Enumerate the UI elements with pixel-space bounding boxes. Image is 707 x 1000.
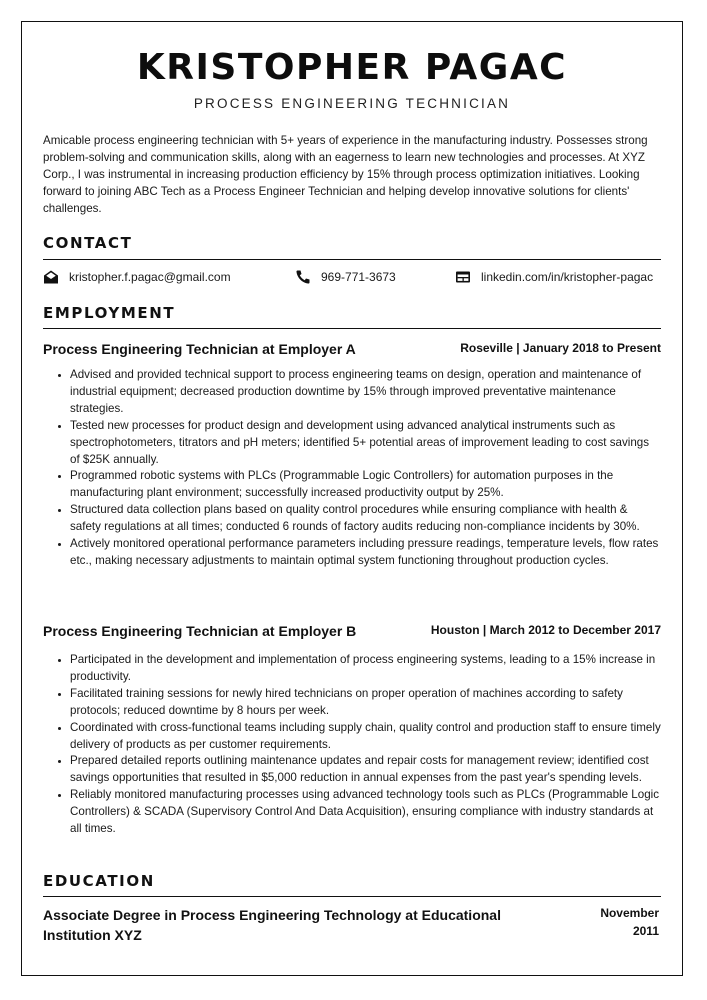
job-bullets xyxy=(43,367,661,570)
job-bullet: • Actively monitored operational performance parameters including pressure readings, temperature levels, flow rates etc., making necessary adjustments to maintain optimal system functioning throughout production cycles. xyxy=(70,536,661,570)
education-date: November 2011 xyxy=(600,906,659,938)
resume-page xyxy=(21,21,683,976)
phone-text: 969-771-3673 xyxy=(321,270,396,284)
contact-phone[interactable] xyxy=(295,268,396,286)
candidate-title: PROCESS ENGINEERING TECHNICIAN xyxy=(193,96,511,111)
education-heading: EDUCATION xyxy=(43,872,155,890)
employment-divider xyxy=(43,328,661,329)
linkedin-text: linkedin.com/in/kristopher-pagac xyxy=(481,270,654,284)
contact-list xyxy=(43,268,661,286)
email-text: kristopher.f.pagac@gmail.com xyxy=(69,270,231,284)
job-header xyxy=(43,339,661,359)
candidate-name: KRISTOPHER PAGAC xyxy=(136,47,568,88)
job-location-dates: Houston | March 2012 to December 2017 xyxy=(430,623,661,637)
contact-divider xyxy=(43,259,661,260)
job-bullet: • Tested new processes for product design and development using advanced analytical instruments such as spectrophotometers, titrators and pH meters; identified 5+ potential areas of improvement leading to cost savings of $25K annually. xyxy=(70,418,661,469)
job-bullet: • Facilitated training sessions for newly hired technicians on proper operation of machines according to safety protocols; reduced downtime by 8 hours per week. xyxy=(70,686,661,720)
job-bullet: • Reliably monitored manufacturing processes using advanced technology tools such as PLCs (Programmable Logic Controllers) & SCADA (Supervisory Control And Data Acquisition), ensuring compliance with industry standards at all times. xyxy=(70,787,661,838)
job-title: Process Engineering Technician at Employer B xyxy=(43,623,357,639)
contact-linkedin[interactable] xyxy=(455,268,653,286)
job-bullet: • Advised and provided technical support to process engineering teams on design, operation and maintenance of industrial equipment; decreased production downtime by 15% through improved preventative maintenance strategies. xyxy=(70,367,661,418)
job-bullet: • Participated in the development and implementation of process engineering systems, leading to a 15% increase in productivity. xyxy=(70,652,661,686)
employment-heading: EMPLOYMENT xyxy=(43,304,176,322)
job-bullet: • Structured data collection plans based on quality control procedures while ensuring compliance with health & safety regulations at all times; conducted 6 rounds of factory audits reducing non-compliance incidents by 30%. xyxy=(70,502,661,536)
job-location-dates: Roseville | January 2018 to Present xyxy=(460,341,661,355)
education-degree: Associate Degree in Process Engineering Technology at Educational Institution XYZ xyxy=(43,907,501,943)
job-bullet: • Coordinated with cross-functional teams including supply chain, quality control and production staff to ensure timely delivery of products as per customer requirements. xyxy=(70,720,661,754)
education-divider xyxy=(43,896,661,897)
job-bullet: • Prepared detailed reports outlining maintenance updates and repair costs for management review; identified cost savings opportunities that resulted in $5,000 reduction in annual expenses from the past year's spending levels. xyxy=(70,753,661,787)
job-title: Process Engineering Technician at Employer A xyxy=(43,341,356,357)
contact-email[interactable] xyxy=(43,268,231,286)
job-bullet: • Programmed robotic systems with PLCs (Programmable Logic Controllers) for automation purposes in the manufacturing plant environment; successfully increased productivity output by 25%. xyxy=(70,468,661,502)
linkedin-card-icon xyxy=(455,269,471,285)
phone-icon xyxy=(295,269,311,285)
contact-heading: CONTACT xyxy=(43,234,133,252)
job-bullets xyxy=(43,652,661,838)
envelope-open-icon xyxy=(43,269,59,285)
job-header xyxy=(43,621,661,641)
professional-summary: Amicable process engineering technician with 5+ years of experience in the manufacturing industry. Possesses strong problem-solving and communication skills, along with an eagerness to learn new technologies and processes. At XYZ Corp., I was instrumental in increasing production efficiency by 15% through process optimization initiatives. Looking forward to joining ABC Tech as a Process Engineer Technician and helping develop innovative solutions for clients' challenges. xyxy=(43,134,648,215)
